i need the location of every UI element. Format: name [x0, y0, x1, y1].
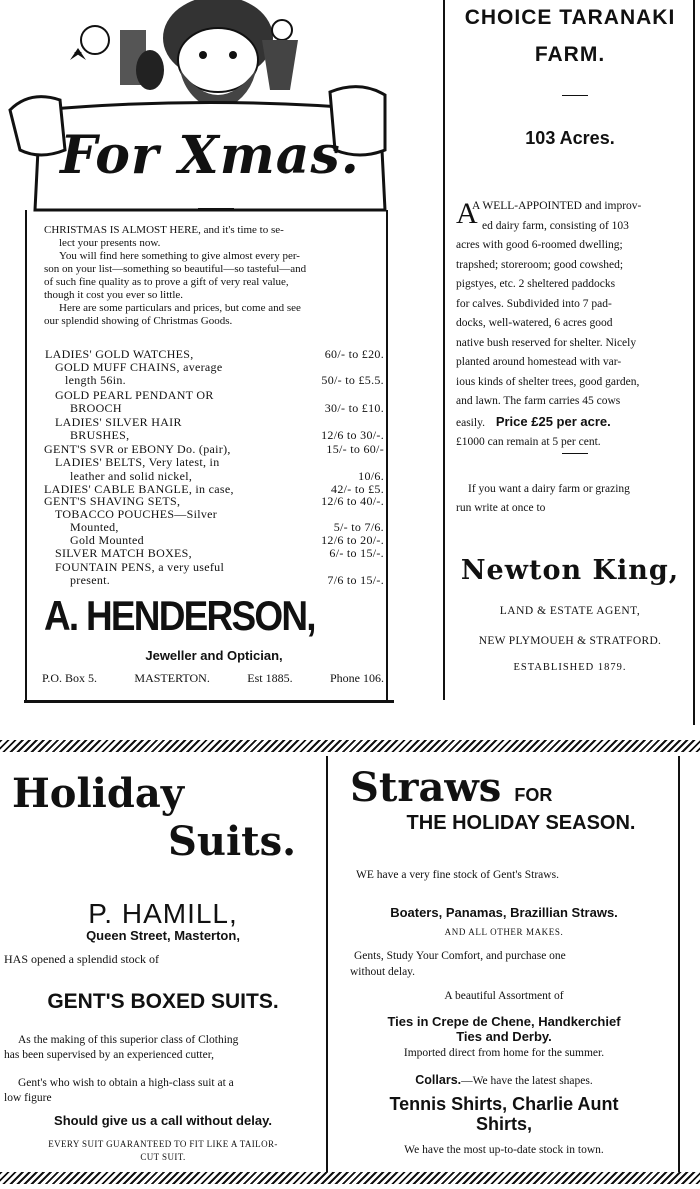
- price-item-name: FOUNTAIN PENS, a very useful: [55, 560, 225, 574]
- price-item: [70, 401, 122, 416]
- farm-line-10: ious kinds of shelter trees, good garden,: [456, 375, 640, 388]
- intro-line-7: Here are some particulars and prices, but come and see: [59, 302, 301, 314]
- banner-underline: [198, 208, 234, 209]
- taranaki-want: [456, 480, 692, 518]
- hamill-opened: [4, 952, 159, 967]
- ties-line-1: Ties in Crepe de Chene, Handkerchief: [387, 1014, 621, 1029]
- price-item-name: GOLD PEARL PENDANT OR: [55, 388, 214, 402]
- henderson-phone: Phone 106.: [329, 671, 384, 685]
- intro-line-1: CHRISTMAS IS ALMOST HERE, and it's time to se-: [44, 224, 284, 236]
- left-hand: [10, 97, 65, 155]
- study-line-2: without delay.: [350, 966, 416, 978]
- toys-left: [70, 26, 164, 90]
- hamill-para-1: [4, 1033, 324, 1063]
- newton-king: Newton King,: [460, 555, 680, 586]
- henderson-est: Est 1885.: [247, 671, 293, 685]
- farm-mortgage: £1000 can remain at 5 per cent.: [456, 436, 601, 448]
- bottom-zigzag: [0, 1172, 700, 1184]
- want-line-1: If you want a dairy farm or grazing: [468, 483, 630, 495]
- taranaki-rule-1: [562, 95, 588, 96]
- farm-line-2: ed dairy farm, consisting of 103: [482, 219, 629, 232]
- intro-line-6: though it cost you ever so little.: [44, 289, 184, 301]
- price-item-name: Mounted,: [70, 520, 119, 534]
- price-item-name: SILVER MATCH BOXES,: [55, 546, 192, 560]
- straws-uptodate: We have the most up-to-date stock in town.: [404, 1144, 604, 1156]
- intro-line-3: You will find here something to give almost every per-: [59, 250, 300, 262]
- straws-stock: [356, 869, 559, 881]
- intro-line-5: of such fine quality as to prove a gift of very real value,: [44, 276, 289, 288]
- tennis-line-1: Tennis Shirts, Charlie Aunt: [389, 1094, 619, 1114]
- taranaki-body: [456, 197, 690, 453]
- want-line-2: run write at once to: [456, 502, 546, 514]
- santa-head: [163, 0, 273, 112]
- henderson-right-border: [386, 210, 388, 700]
- price-item-name: LADIES' BELTS, Very latest, in: [55, 455, 220, 469]
- taranaki-title-1: CHOICE TARANAKI: [464, 6, 676, 29]
- hamill-opened-text: HAS opened a splendid stock of: [4, 952, 159, 966]
- section-divider-zigzag: [0, 740, 700, 752]
- farm-line-5: pigstyes, etc. 2 sheltered paddocks: [456, 278, 616, 290]
- straws-stock-text: WE have a very fine stock of Gent's Straws.: [356, 869, 559, 881]
- column-divider-bottom: [326, 756, 328, 1174]
- straws-title: Straws: [350, 764, 502, 811]
- price-item-price: 15/- to 60/-: [326, 442, 384, 456]
- straws-season: THE HOLIDAY SEASON.: [406, 812, 636, 834]
- straws-study: [350, 948, 678, 980]
- farm-line-12-text: easily.: [456, 416, 485, 429]
- straws-for: FOR: [514, 785, 553, 805]
- ties-line-2: Ties and Derby.: [456, 1029, 552, 1044]
- price-item-name: GENT'S SHAVING SETS,: [44, 494, 181, 508]
- price-item-name: present.: [70, 573, 111, 587]
- hamill-product: GENT'S BOXED SUITS.: [47, 990, 279, 1013]
- henderson-footer: [42, 671, 384, 686]
- price-item-name: LADIES' CABLE BANGLE, in case,: [44, 482, 234, 496]
- price-item-name: Gold Mounted: [70, 533, 144, 547]
- farm-line-12: [456, 412, 690, 434]
- straws-imported: Imported direct from home for the summer.: [403, 1047, 605, 1059]
- banner-title: For Xmas.: [60, 125, 360, 186]
- price-item: [55, 455, 220, 470]
- column-divider-top: [443, 0, 445, 700]
- price-item-name: TOBACCO POUCHES—Silver: [55, 507, 218, 521]
- taranaki-rule-2: [562, 453, 588, 454]
- collars-text: —We have the latest shapes.: [461, 1075, 593, 1087]
- price-item: [65, 373, 126, 388]
- farm-line-8: native bush reserved for shelter. Nicely: [456, 336, 637, 349]
- price-item-name: LADIES' GOLD WATCHES,: [45, 347, 194, 361]
- henderson-name: A. HENDERSON,: [44, 592, 315, 639]
- hamill-call: Should give us a call without delay.: [54, 1113, 272, 1128]
- hamill-name: P. HAMILL,: [88, 898, 238, 929]
- hamill-para-2: [4, 1076, 324, 1106]
- price-item: [70, 428, 129, 443]
- hamill-title-1: Holiday: [12, 770, 184, 817]
- farm-line-4: trapshed; storeroom; good cowshed;: [456, 258, 624, 271]
- straws-others: AND ALL OTHER MAKES.: [444, 927, 564, 937]
- para1-line-1: As the making of this superior class of Clothing: [18, 1034, 239, 1046]
- intro-line-2: lect your presents now.: [59, 237, 161, 249]
- price-item: [55, 546, 192, 561]
- price-item-name: GENT'S SVR or EBONY Do. (pair),: [44, 442, 231, 456]
- price-item-name: length 56in.: [65, 373, 126, 387]
- collars-label: Collars.: [415, 1073, 462, 1087]
- straws-right-border: [678, 756, 680, 1174]
- study-line-1: Gents, Study Your Comfort, and purchase one: [354, 950, 566, 962]
- price-item-price: 12/6 to 20/-.: [321, 533, 384, 547]
- straws-tennis: [330, 1094, 678, 1134]
- hamill-guarantee: [0, 1138, 326, 1164]
- guarantee-line-2: CUT SUIT.: [140, 1152, 186, 1162]
- straws-title-row: [350, 764, 552, 811]
- straws-ties: [330, 1014, 678, 1044]
- para1-line-2: has been supervised by an experienced cutter,: [4, 1049, 214, 1061]
- henderson-bottom-rule: [24, 700, 394, 703]
- hamill-title-2: Suits.: [168, 818, 297, 865]
- taranaki-title-2: FARM.: [534, 43, 606, 66]
- price-item-name: LADIES' SILVER HAIR: [55, 415, 182, 429]
- price-item-price: 42/- to £5.: [331, 482, 384, 496]
- henderson-subtitle: Jeweller and Optician,: [145, 648, 283, 663]
- price-item-price: 6/- to 15/-.: [329, 546, 384, 560]
- price-item-price: 12/6 to 30/-.: [321, 428, 384, 442]
- price-item-price: 5/- to 7/6.: [333, 520, 384, 534]
- henderson-left-border: [25, 210, 27, 700]
- intro-line-4: son on your list—something so beautiful—so tasteful—and: [44, 263, 307, 275]
- para2-line-2: low figure: [4, 1092, 52, 1104]
- price-item-price: 30/- to £10.: [324, 401, 384, 415]
- farm-line-1-text: A WELL-APPOINTED and improv-: [472, 200, 642, 212]
- agent-role: LAND & ESTATE AGENT,: [499, 605, 641, 617]
- price-item-name: GOLD MUFF CHAINS, average: [55, 360, 223, 374]
- henderson-intro: [44, 224, 384, 328]
- price-item-price: 7/6 to 15/-.: [327, 573, 384, 587]
- price-item-price: 10/6.: [358, 469, 384, 483]
- price-item-name: BRUSHES,: [70, 428, 130, 442]
- drop-cap-a: A: [456, 197, 478, 230]
- farm-price: Price £25 per acre.: [495, 413, 611, 429]
- agent-est: ESTABLISHED 1879.: [513, 662, 627, 673]
- straws-collars: [330, 1073, 678, 1087]
- agent-place: NEW PLYMOUEH & STRATFORD.: [478, 635, 662, 647]
- right-edge-top: [693, 0, 695, 725]
- guarantee-line-1: EVERY SUIT GUARANTEED TO FIT LIKE A TAILOR-: [48, 1139, 278, 1149]
- henderson-town: MASTERTON.: [134, 671, 210, 685]
- price-item-name: leather and solid nickel,: [70, 469, 193, 483]
- farm-line-11: and lawn. The farm carries 45 cows: [456, 395, 621, 407]
- price-item-price: 60/- to £20.: [324, 347, 384, 361]
- straws-assortment: A beautiful Assortment of: [444, 990, 564, 1002]
- hamill-address: Queen Street, Masterton,: [86, 928, 240, 943]
- price-item-price: 50/- to £5.5.: [321, 373, 384, 387]
- para2-line-1: Gent's who wish to obtain a high-class suit at a: [18, 1077, 234, 1089]
- farm-line-9: planted around homestead with var-: [456, 356, 622, 368]
- intro-line-8: our splendid showing of Christmas Goods.: [44, 315, 233, 327]
- taranaki-acres: 103 Acres.: [525, 128, 615, 148]
- farm-line-7: docks, well-watered, 6 acres good: [456, 317, 613, 329]
- price-item-price: 12/6 to 40/-.: [321, 494, 384, 508]
- price-item-name: BROOCH: [70, 401, 122, 415]
- farm-line-6: for calves. Subdivided into 7 pad-: [456, 297, 612, 310]
- henderson-pobox: P.O. Box 5.: [42, 671, 98, 685]
- farm-line-3: acres with good 6-roomed dwelling;: [456, 239, 623, 251]
- price-item: [70, 573, 110, 588]
- straws-types: Boaters, Panamas, Brazillian Straws.: [390, 905, 618, 920]
- tennis-line-2: Shirts,: [475, 1114, 532, 1134]
